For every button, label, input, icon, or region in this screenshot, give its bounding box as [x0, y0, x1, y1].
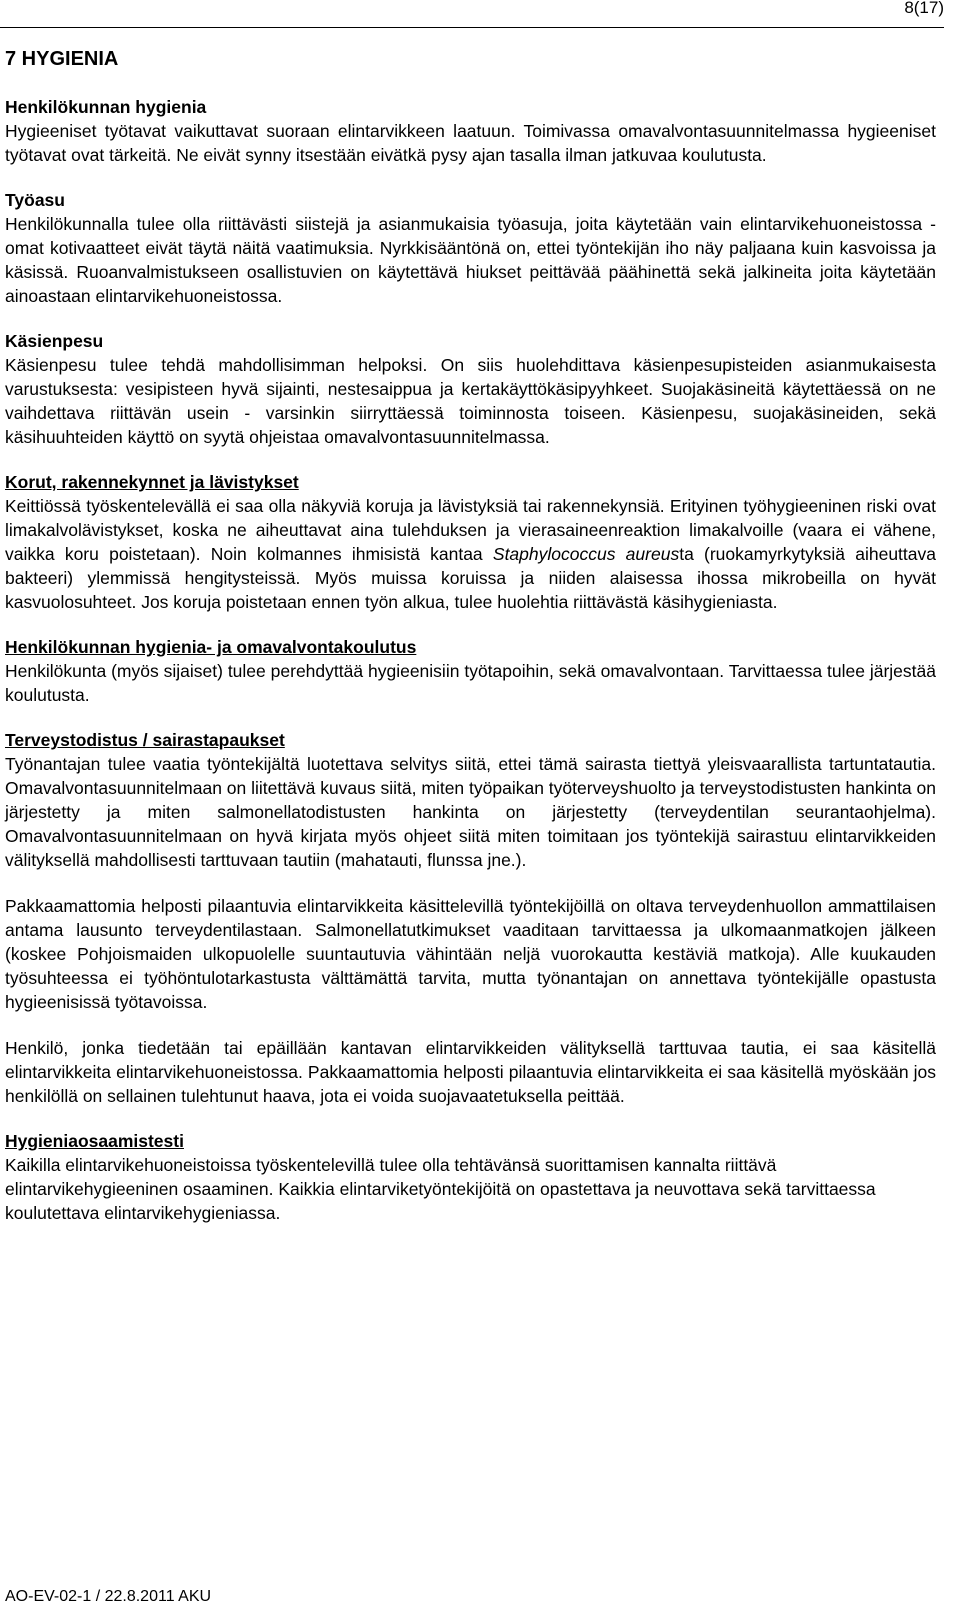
section-paragraph: Henkilökunnalla tulee olla riittävästi siistejä ja asianmukaisia työasuja, joita käytetään vain elintarvikehuoneistossa - omat kotivaatteet eivät täytä näitä vaatimuksia. Nyrkkisääntönä on, ettei työntekijän iho näy paljaana kuin kasvoissa ja käsissä. Ruoanvalmistukseen osallistuvien on käytettävä hiukset peittävää päähinettä sekä jalkineita joita käytetään ainoastaan elintarvikehuoneistossa.: [5, 214, 936, 306]
page-number: 8(17): [904, 0, 944, 17]
section-work-clothing: [5, 189, 936, 308]
document-body: [5, 96, 936, 1247]
paragraph-text: ta (ruokamyrkytyksiä aiheuttava bakteeri) ylemmissä hengitysteissä. Myös muissa koruissa ja niiden alaisessa ihossa mikrobeilla on hyvät kasvuolosuhteet. Jos koruja poistetaan ennen työn alkua, tulee huolehtia riittävästä käsihygieniasta.: [5, 544, 936, 612]
section-jewelry: [5, 471, 936, 614]
header-rule: [0, 27, 944, 28]
section-heading: Korut, rakennekynnet ja lävistykset: [5, 472, 299, 492]
section-paragraph: [5, 494, 936, 614]
section-paragraph: Hygieeniset työtavat vaikuttavat suoraan elintarvikkeen laatuun. Toimivassa omavalvontasuunnitelmassa hygieeniset työtavat ovat tärkeitä. Ne eivät synny itsestään eivätkä pysy ajan tasalla ilman jatkuvaa koulutusta.: [5, 121, 936, 165]
section-paragraph: Käsienpesu tulee tehdä mahdollisimman helpoksi. On siis huolehdittava käsienpesupisteiden asianmukaisesta varustuksesta: vesipisteen hyvä sijainti, nestesaippua ja kertakäyttökäsipyyhkeet. Suojakäsineitä käytettäessä on ne vaihdettava riittävän usein - varsinkin siirryttäessä toiminnosta toiseen. Käsienpesu, suojakäsineiden, sekä käsihuuhteiden käyttö on syytä ohjeistaa omavalvontasuunnitelmassa.: [5, 355, 936, 447]
paragraph-text: Keittiössä työskentelevällä ei saa olla näkyviä koruja ja lävistyksiä tai rakennekynsiä. Erityinen työhygieeninen riski ovat limakalvolävistykset, koska ne aiheuttavat aina tulehduksen ja vierasaineenreaktion limakalvoille (vaara ei vähene, vaikka koru poistetaan). Noin kolmannes ihmisistä kantaa: [5, 496, 936, 564]
document-footer: AO-EV-02-1 / 22.8.2011 AKU: [5, 1588, 212, 1605]
section-heading: Käsienpesu: [5, 331, 104, 351]
paragraph-unpackaged-foods: Pakkaamattomia helposti pilaantuvia elintarvikkeita käsittelevillä työntekijöillä on oltava terveydenhuollon ammattilaisen antama lausunto terveydentilastaan. Salmonellatutkimukset vaaditaan tarvittaessa ja ulkomaanmatkojen jälkeen (koskee Pohjoismaiden ulkopuolelle suuntautuvia vähintään neljä vuorokautta kestäviä matkoja). Alle kuukauden työsuhteessa ei työhöntulotarkastusta välttämättä tarvita, mutta työnantajan on annettava työntekijälle opastusta hygieenisissä työtavoissa.: [5, 896, 936, 1012]
section-heading: Työasu: [5, 190, 65, 210]
section-heading: Hygieniaosaamistesti: [5, 1131, 184, 1151]
section-personnel-hygiene: [5, 96, 936, 167]
section-paragraph: Kaikilla elintarvikehuoneistoissa työskentelevillä tulee olla tehtävänsä suorittamisen kannalta riittävä elintarvikehygieeninen osaaminen. Kaikkia elintarviketyöntekijöitä on opastettava ja neuvottava sekä tarvittaessa koulutettava elintarvikehygieniassa.: [5, 1155, 876, 1223]
section-handwashing: [5, 330, 936, 449]
section-heading: Henkilökunnan hygienia- ja omavalvontakoulutus: [5, 637, 417, 657]
section-training: [5, 636, 936, 707]
species-name: Staphylococcus aureus: [492, 544, 680, 564]
section-hygiene-test: [5, 1130, 936, 1225]
section-heading: Henkilökunnan hygienia: [5, 97, 207, 117]
section-paragraph: Henkilökunta (myös sijaiset) tulee perehdyttää hygieenisiin työtapoihin, sekä omavalvontaan. Tarvittaessa tulee järjestää koulutusta.: [5, 661, 936, 705]
section-health-certificate: [5, 729, 936, 872]
section-paragraph: Työnantajan tulee vaatia työntekijältä luotettava selvitys siitä, ettei tämä sairasta tiettyä yleisvaarallista tartuntatautia. Omavalvontasuunnitelmaan on liitettävä kuvaus siitä, miten työpaikan työterveyshuolto ja terveystodistusten hankinta on järjestetty ja miten salmonellatodistusten hankinta on järjestetty (terveydentilan seurantaohjelma). Omavalvontasuunnitelmaan on hyvä kirjata myös ohjeet siitä miten toimitaan jos työntekijä sairastuu elintarvikkeiden välityksellä mahdollisesti tarttuvaan tautiin (mahatauti, flunssa jne.).: [5, 754, 936, 870]
paragraph-infected-person: Henkilö, jonka tiedetään tai epäillään kantavan elintarvikkeiden välityksellä tarttuvaa tautia, ei saa käsitellä elintarvikkeita elintarvikehuoneistossa. Pakkaamattomia helposti pilaantuvia elintarvikkeita ei saa käsitellä myöskään jos henkilöllä on sellainen tulehtunut haava, jota ei voida suojavaatetuksella peittää.: [5, 1038, 936, 1106]
section-heading: Terveystodistus / sairastapaukset: [5, 730, 285, 750]
chapter-title: 7 HYGIENIA: [5, 48, 119, 70]
